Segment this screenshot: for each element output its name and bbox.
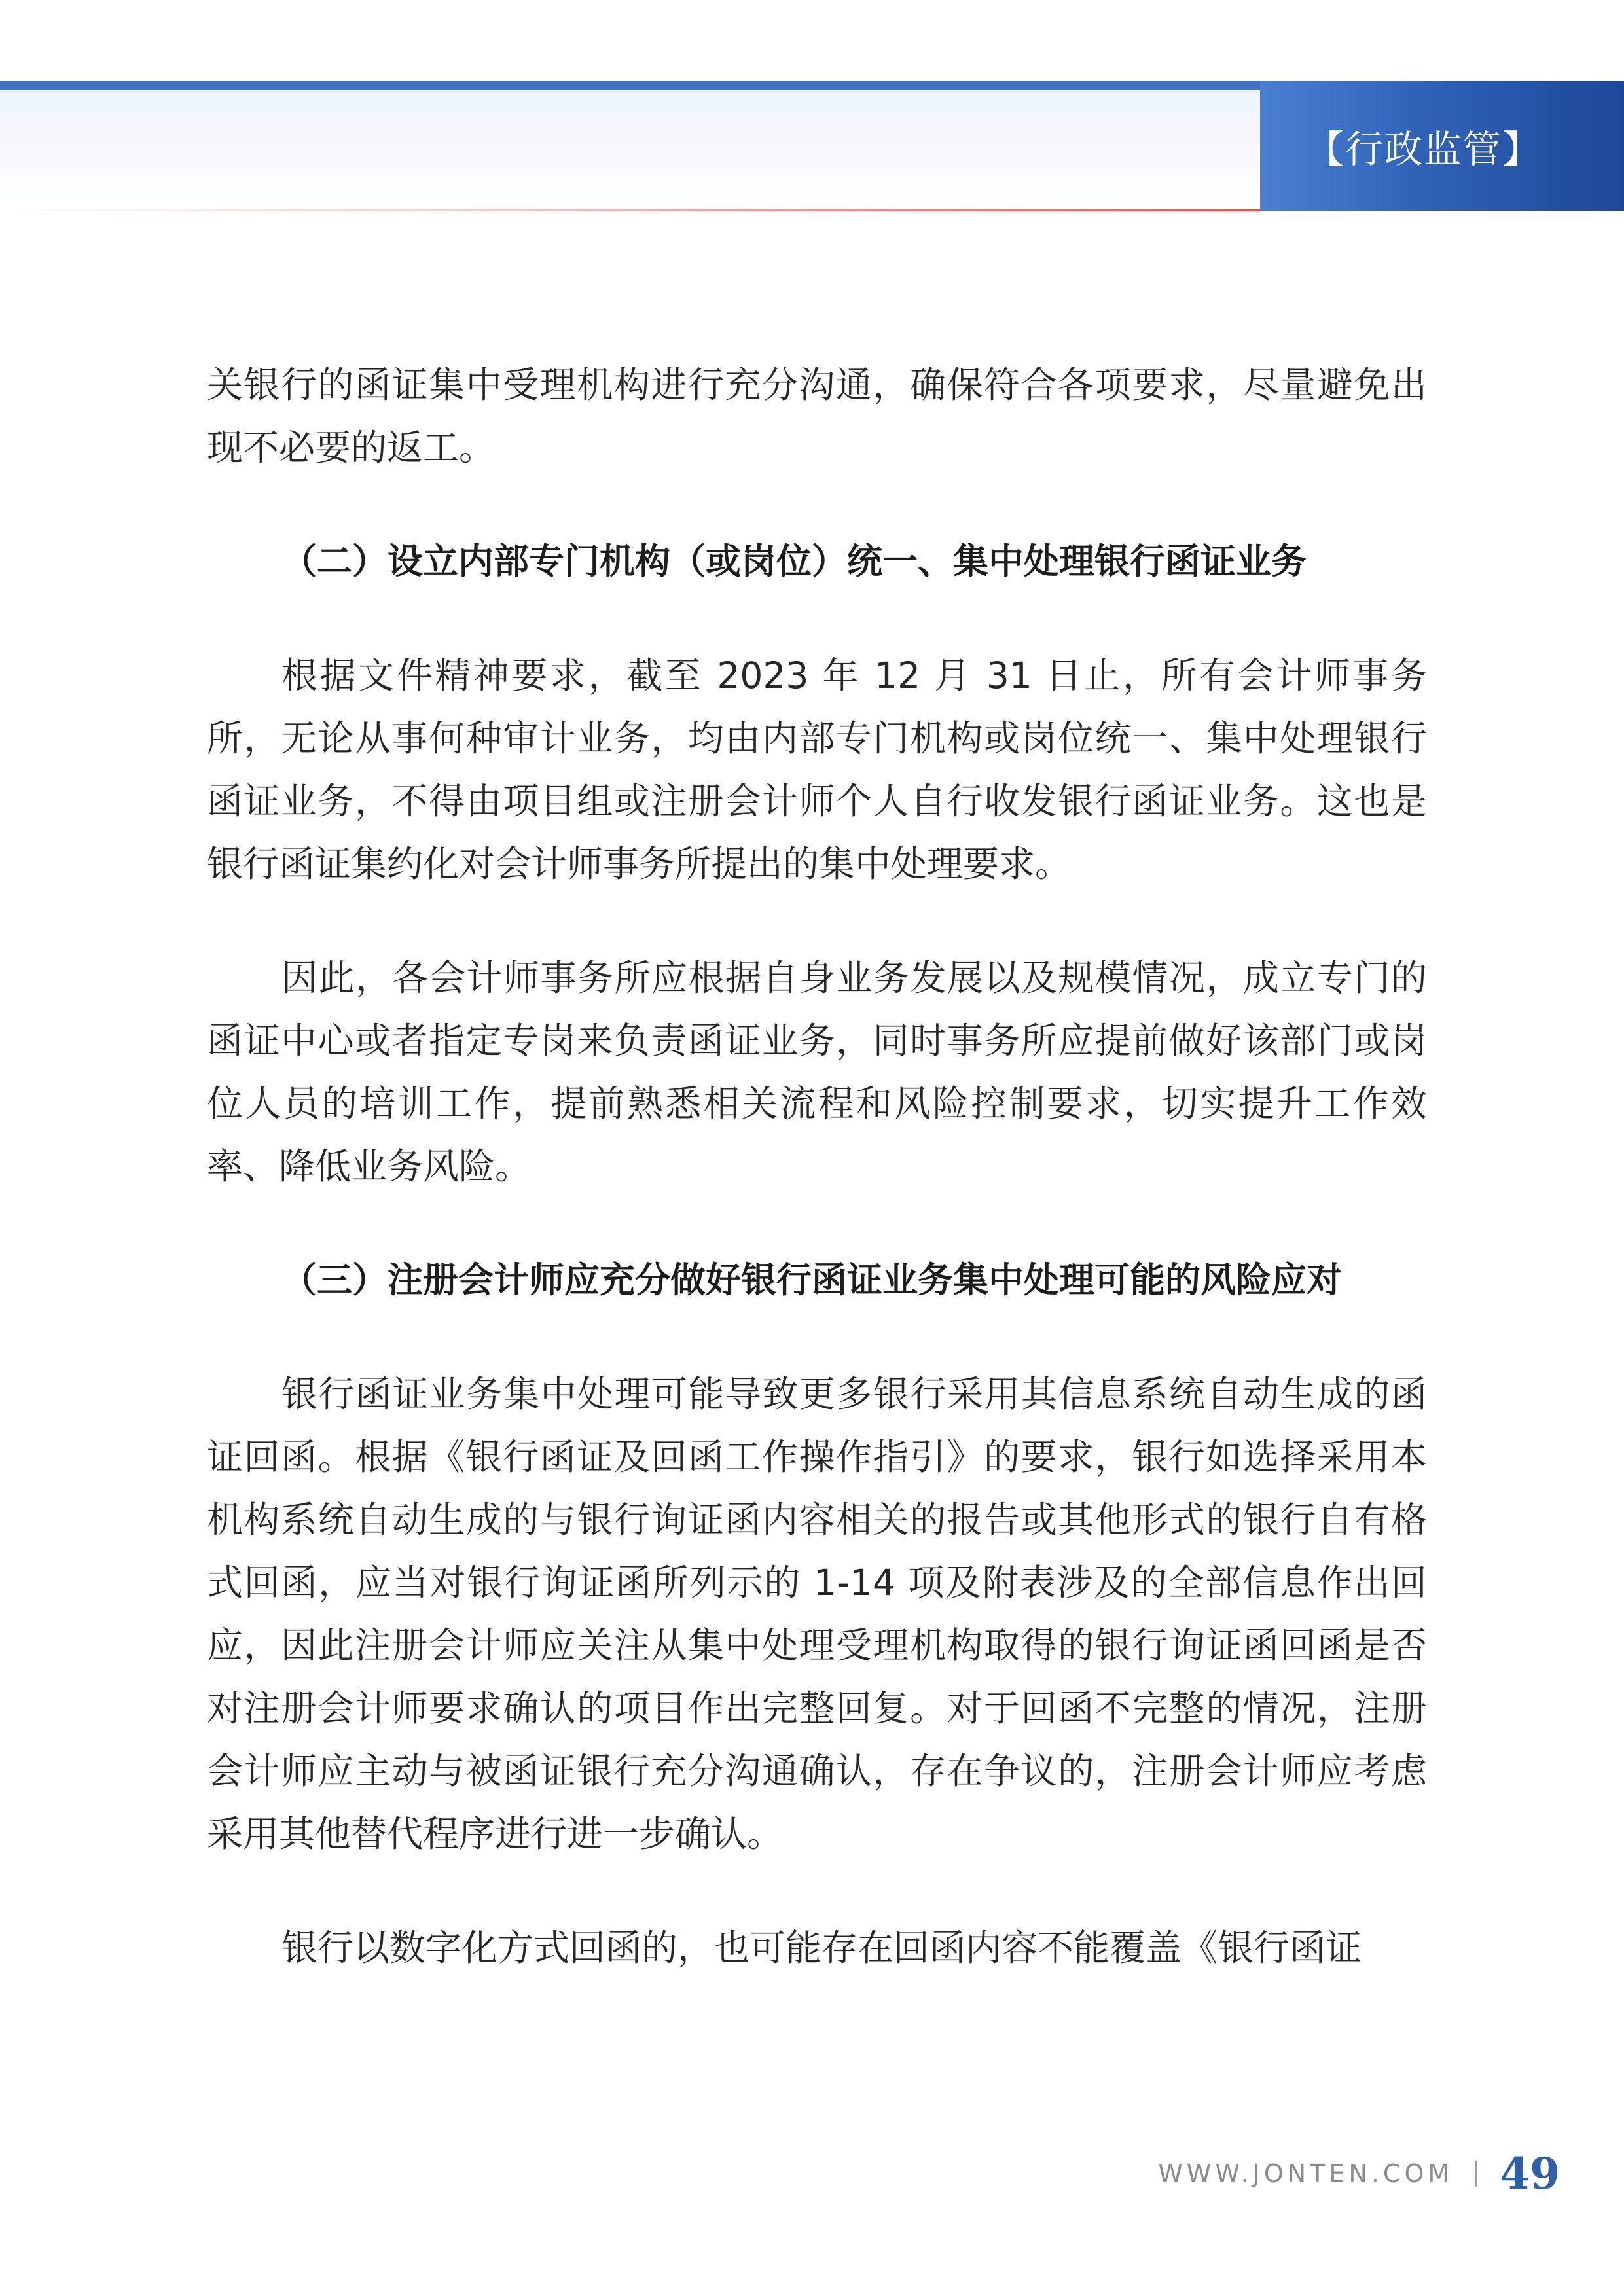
paragraph-2: 根据文件精神要求，截至 2023 年 12 月 31 日止，所有会计师事务所，无论从事何种审计业务，均由内部专门机构或岗位统一、集中处理银行函证业务，不得由项目组或注册会计师个人自行收发银行函证业务。这也是银行函证集约化对会计师事务所提出的集中处理要求。 xyxy=(207,655,1427,885)
paragraph-3: 因此，各会计师事务所应根据自身业务发展以及规模情况，成立专门的函证中心或者指定专岗来负责函证业务，同时事务所应提前做好该部门或岗位人员的培训工作，提前熟悉相关流程和风险控制要求，切实提升工作效率、降低业务风险。 xyxy=(207,957,1427,1187)
paragraph-4: 银行函证业务集中处理可能导致更多银行采用其信息系统自动生成的函证回函。根据《银行函证及回函工作操作指引》的要求，银行如选择采用本机构系统自动生成的与银行询证函内容相关的报告或其他形式的银行自有格式回函，应当对银行询证函所列示的 1-14 项及附表涉及的全部信息作出回应，因此注册会计师应关注从集中处理受理机构取得的银行询证函回函是否对注册会计师要求确认的项目作出完整回复。对于回函不完整的情况，注册会计师应主动与被函证银行充分沟通确认，存在争议的，注册会计师应考虑采用其他替代程序进行进一步确认。 xyxy=(207,1373,1427,1855)
header-divider xyxy=(0,209,1260,211)
paragraph-5: 银行以数字化方式回函的，也可能存在回函内容不能覆盖《银行函证 xyxy=(281,1927,1362,1969)
article-body xyxy=(207,353,1427,1979)
section-heading-2: （二）设立内部专门机构（或岗位）统一、集中处理银行函证业务 xyxy=(281,541,1307,582)
section-tag: 【行政监管】 xyxy=(1260,81,1624,211)
page-number: 49 xyxy=(1500,2148,1560,2199)
paragraph-1: 关银行的函证集中受理机构进行充分沟通，确保符合各项要求，尽量避免出现不必要的返工。 xyxy=(207,364,1427,469)
header-banner xyxy=(0,81,1260,211)
section-heading-3: （三）注册会计师应充分做好银行函证业务集中处理可能的风险应对 xyxy=(281,1259,1342,1300)
website-url[interactable]: WWW.JONTEN.COM xyxy=(1158,2159,1454,2188)
page-footer xyxy=(1158,2148,1560,2199)
footer-separator xyxy=(1475,2161,1477,2187)
